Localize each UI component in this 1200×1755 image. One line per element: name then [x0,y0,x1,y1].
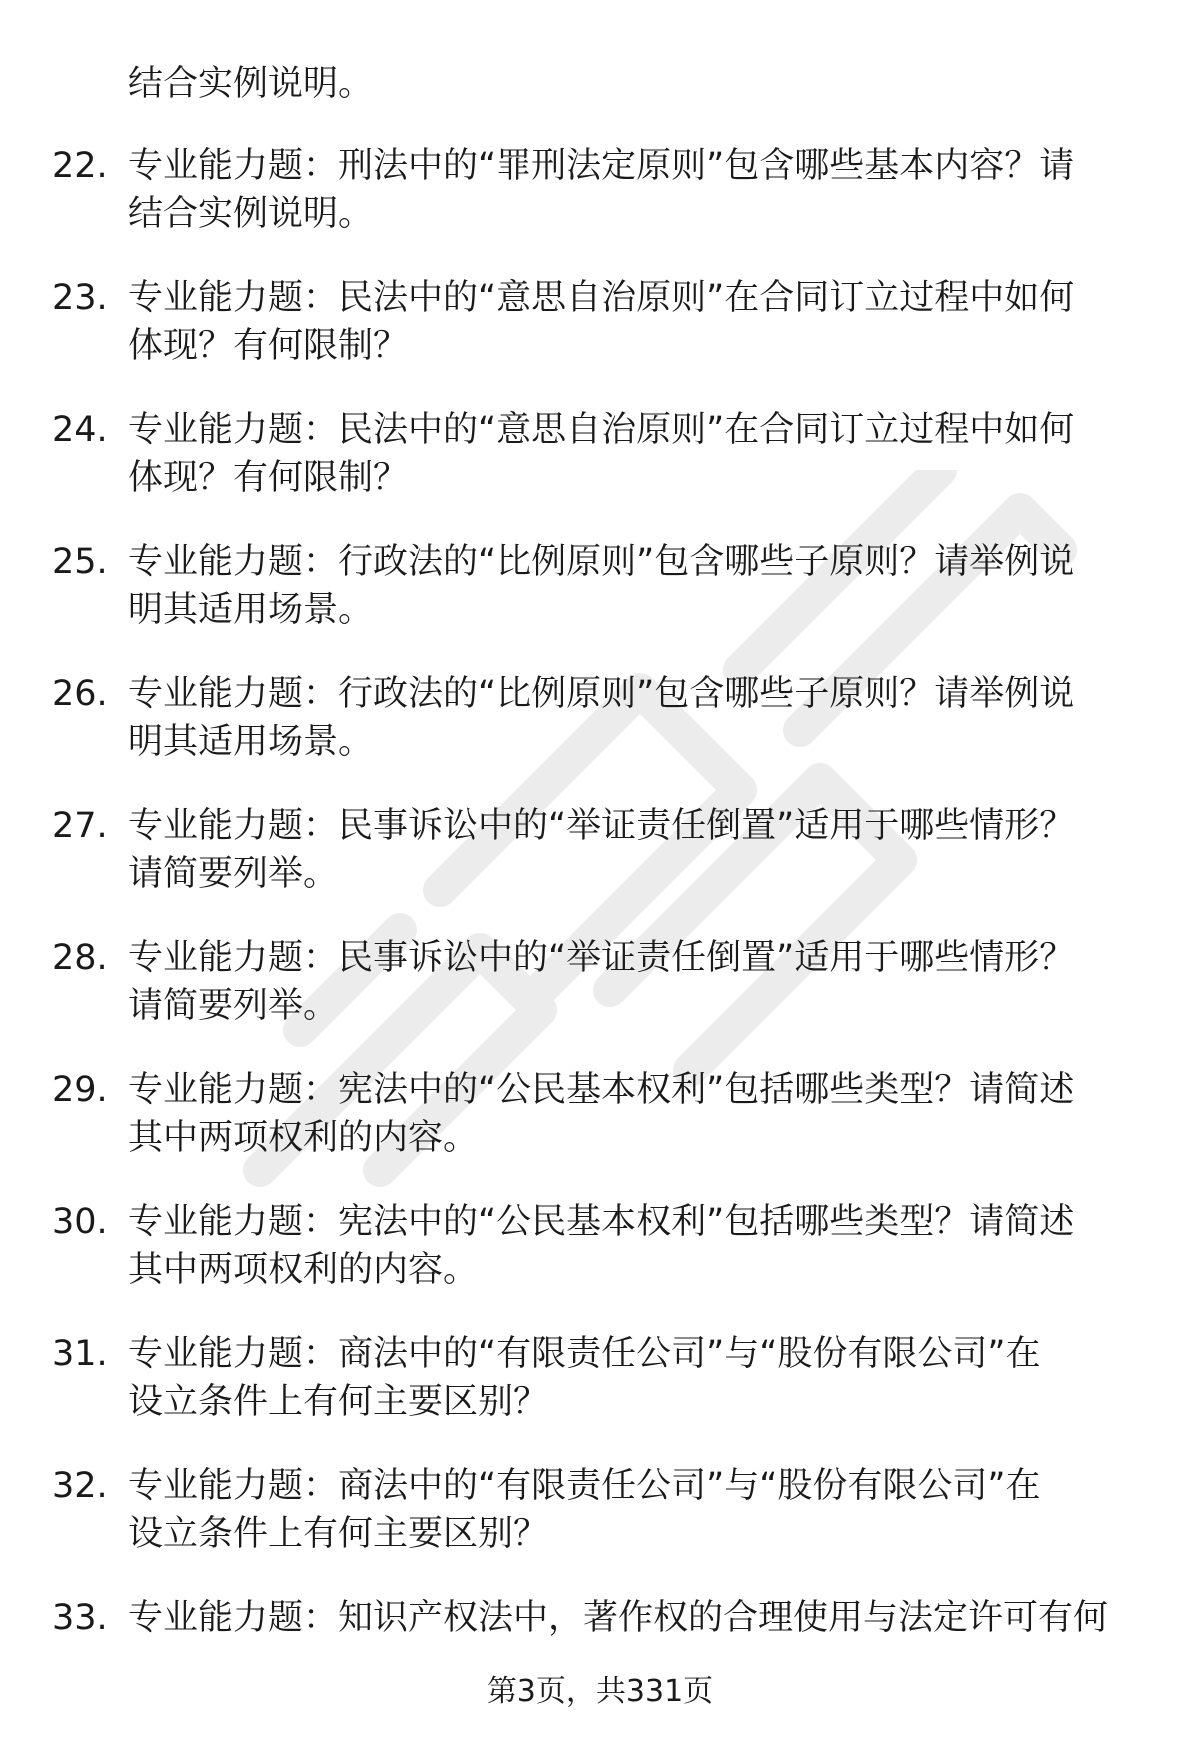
question-number: 24. [52,410,108,450]
question-line: 专业能力题：商法中的“有限责任公司”与“股份有限公司”在 [128,1334,1041,1374]
question-list [0,142,1200,1726]
question-item [0,1198,1200,1330]
question-text [128,1330,1138,1426]
question-number: 25. [52,542,108,582]
question-number: 26. [52,674,108,714]
question-line: 专业能力题：刑法中的“罪刑法定原则”包含哪些基本内容？请 [128,146,1075,186]
question-item [0,538,1200,670]
question-line: 专业能力题：宪法中的“公民基本权利”包括哪些类型？请简述 [128,1202,1075,1242]
question-line: 其中两项权利的内容。 [128,1250,479,1290]
question-item [0,1330,1200,1462]
question-item [0,670,1200,802]
question-text [128,802,1138,898]
question-text [128,274,1138,370]
question-line: 专业能力题：行政法的“比例原则”包含哪些子原则？请举例说 [128,542,1075,582]
question-line: 请简要列举。 [128,986,339,1026]
question-item [0,406,1200,538]
question-line: 专业能力题：知识产权法中，著作权的合理使用与法定许可有何 [128,1598,1109,1638]
question-text [128,934,1138,1030]
question-line: 其中两项权利的内容。 [128,1118,479,1158]
question-item [0,274,1200,406]
question-number: 31. [52,1334,108,1374]
question-line: 体现？有何限制？ [128,458,409,498]
question-text [128,670,1138,766]
question-line: 专业能力题：行政法的“比例原则”包含哪些子原则？请举例说 [128,674,1075,714]
question-line: 设立条件上有何主要区别？ [128,1382,549,1422]
question-text [128,142,1138,238]
question-line: 设立条件上有何主要区别？ [128,1514,549,1554]
question-line: 专业能力题：民事诉讼中的“举证责任倒置”适用于哪些情形？ [128,938,1075,978]
question-text [128,406,1138,502]
question-item [0,142,1200,274]
question-text [128,538,1138,634]
question-line: 专业能力题：民事诉讼中的“举证责任倒置”适用于哪些情形？ [128,806,1075,846]
question-line: 明其适用场景。 [128,722,374,762]
page-footer: 第3页，共331页 [486,1674,714,1709]
question-number: 32. [52,1466,108,1506]
question-line: 明其适用场景。 [128,590,374,630]
question-text [128,1462,1138,1558]
question-line: 体现？有何限制？ [128,326,409,366]
question-number: 22. [52,146,108,186]
question-item [0,1066,1200,1198]
question-item [0,802,1200,934]
question-item [0,934,1200,1066]
question-text [128,1594,1138,1642]
question-number: 30. [52,1202,108,1242]
continuation-text: 结合实例说明。 [128,64,374,104]
question-number: 33. [52,1598,108,1638]
question-line: 请简要列举。 [128,854,339,894]
question-line: 专业能力题：商法中的“有限责任公司”与“股份有限公司”在 [128,1466,1041,1506]
question-line: 专业能力题：宪法中的“公民基本权利”包括哪些类型？请简述 [128,1070,1075,1110]
question-text [128,1198,1138,1294]
question-item [0,1462,1200,1594]
question-number: 27. [52,806,108,846]
question-number: 29. [52,1070,108,1110]
question-line: 结合实例说明。 [128,194,374,234]
question-line: 专业能力题：民法中的“意思自治原则”在合同订立过程中如何 [128,278,1075,318]
question-text [128,1066,1138,1162]
question-line: 专业能力题：民法中的“意思自治原则”在合同订立过程中如何 [128,410,1075,450]
question-number: 23. [52,278,108,318]
question-number: 28. [52,938,108,978]
